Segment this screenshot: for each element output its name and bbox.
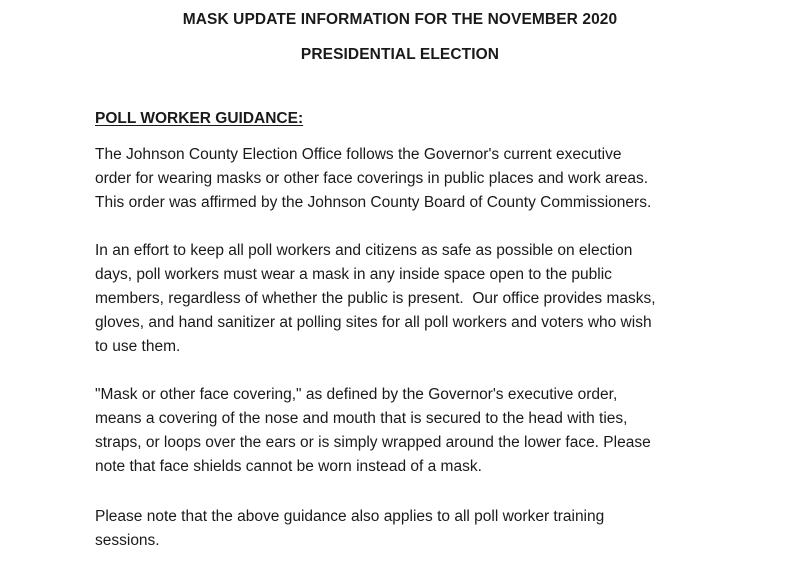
paragraph-mask-requirement [95, 239, 735, 359]
paragraph-line: to use them. [95, 338, 181, 355]
paragraph-line: means a covering of the nose and mouth that is secured to the head with ties, [95, 410, 628, 427]
paragraph-line: members, regardless of whether the public is present. Our office provides masks, [95, 290, 656, 307]
paragraph-line: order for wearing masks or other face coverings in public places and work areas. [95, 170, 649, 187]
paragraph-line: "Mask or other face covering," as defined by the Governor's executive order, [95, 386, 618, 403]
paragraph-line: This order was affirmed by the Johnson County Board of County Commissioners. [95, 194, 652, 211]
paragraph-line: straps, or loops over the ears or is simply wrapped around the lower face. Please [95, 434, 651, 451]
paragraph-mask-definition [95, 383, 735, 479]
paragraph-training-sessions [95, 505, 735, 553]
paragraph-line: gloves, and hand sanitizer at polling sites for all poll workers and voters who wish [95, 314, 652, 331]
paragraph-line: The Johnson County Election Office follows the Governor's current executive [95, 146, 622, 163]
document-title-line-1: MASK UPDATE INFORMATION FOR THE NOVEMBER 2020 [182, 11, 618, 28]
paragraph-line: sessions. [95, 532, 160, 549]
paragraph-executive-order [95, 143, 735, 215]
paragraph-line: days, poll workers must wear a mask in any inside space open to the public [95, 266, 612, 283]
section-heading: POLL WORKER GUIDANCE: [95, 110, 304, 127]
paragraph-line: In an effort to keep all poll workers and citizens as safe as possible on election [95, 242, 633, 259]
document-title-line-2: PRESIDENTIAL ELECTION [300, 46, 500, 63]
paragraph-line: Please note that the above guidance also applies to all poll worker training [95, 508, 605, 525]
paragraph-line: note that face shields cannot be worn instead of a mask. [95, 458, 482, 475]
